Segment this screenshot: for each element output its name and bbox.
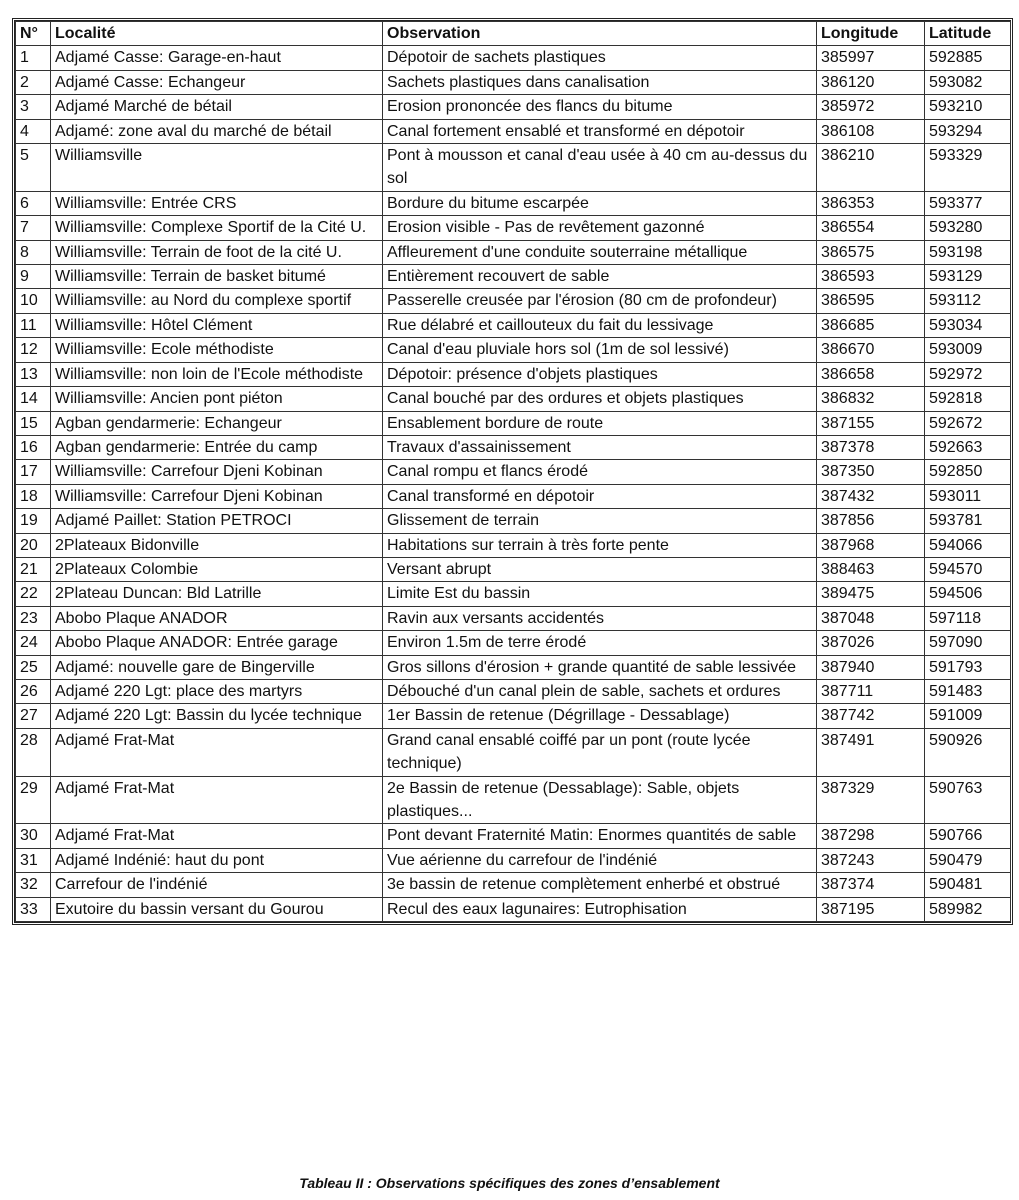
table-row (16, 411, 1011, 435)
cell-number: 31 (16, 848, 51, 872)
cell-latitude: 591483 (925, 679, 1011, 703)
cell-number: 8 (16, 240, 51, 264)
cell-number: 11 (16, 313, 51, 337)
cell-observation: Bordure du bitume escarpée (383, 191, 817, 215)
table-row (16, 728, 1011, 776)
cell-observation: Dépotoir: présence d'objets plastiques (383, 362, 817, 386)
cell-number: 1 (16, 46, 51, 70)
table-row (16, 46, 1011, 70)
cell-observation: Canal d'eau pluviale hors sol (1m de sol lessivé) (383, 338, 817, 362)
cell-localite: Abobo Plaque ANADOR: Entrée garage (51, 631, 383, 655)
cell-number: 16 (16, 435, 51, 459)
cell-observation: Ravin aux versants accidentés (383, 606, 817, 630)
cell-number: 21 (16, 557, 51, 581)
cell-latitude: 593377 (925, 191, 1011, 215)
cell-latitude: 593781 (925, 509, 1011, 533)
cell-longitude: 387350 (817, 460, 925, 484)
cell-observation: Gros sillons d'érosion + grande quantité de sable lessivée (383, 655, 817, 679)
table-row (16, 655, 1011, 679)
cell-localite: Williamsville: Carrefour Djeni Kobinan (51, 484, 383, 508)
table-row (16, 95, 1011, 119)
cell-observation: Limite Est du bassin (383, 582, 817, 606)
cell-localite: Williamsville: Complexe Sportif de la Cité U. (51, 216, 383, 240)
cell-longitude: 389475 (817, 582, 925, 606)
table-row (16, 289, 1011, 313)
cell-latitude: 591009 (925, 704, 1011, 728)
table-row (16, 435, 1011, 459)
cell-localite: Williamsville: Entrée CRS (51, 191, 383, 215)
cell-longitude: 387711 (817, 679, 925, 703)
cell-observation: Débouché d'un canal plein de sable, sachets et ordures (383, 679, 817, 703)
cell-observation: Canal fortement ensablé et transformé en dépotoir (383, 119, 817, 143)
cell-longitude: 387378 (817, 435, 925, 459)
table-header-row (16, 22, 1011, 46)
cell-observation: Habitations sur terrain à très forte pente (383, 533, 817, 557)
observations-table (15, 21, 1011, 922)
cell-localite: Abobo Plaque ANADOR (51, 606, 383, 630)
table-row (16, 557, 1011, 581)
cell-longitude: 386595 (817, 289, 925, 313)
cell-longitude: 387742 (817, 704, 925, 728)
cell-longitude: 386353 (817, 191, 925, 215)
cell-observation: Canal transformé en dépotoir (383, 484, 817, 508)
cell-number: 14 (16, 387, 51, 411)
cell-observation: Affleurement d'une conduite souterraine métallique (383, 240, 817, 264)
cell-number: 7 (16, 216, 51, 240)
cell-latitude: 593210 (925, 95, 1011, 119)
cell-localite: 2Plateau Duncan: Bld Latrille (51, 582, 383, 606)
table-row (16, 70, 1011, 94)
table-row (16, 873, 1011, 897)
cell-localite: Williamsville: Terrain de foot de la cité U. (51, 240, 383, 264)
cell-localite: Williamsville: Hôtel Clément (51, 313, 383, 337)
cell-observation: Pont devant Fraternité Matin: Enormes quantités de sable (383, 824, 817, 848)
cell-localite: Adjamé Casse: Garage-en-haut (51, 46, 383, 70)
cell-observation: Dépotoir de sachets plastiques (383, 46, 817, 70)
cell-localite: Exutoire du bassin versant du Gourou (51, 897, 383, 921)
table-row (16, 824, 1011, 848)
cell-number: 23 (16, 606, 51, 630)
cell-longitude: 387329 (817, 776, 925, 824)
cell-longitude: 387243 (817, 848, 925, 872)
cell-longitude: 386554 (817, 216, 925, 240)
cell-number: 2 (16, 70, 51, 94)
table-row (16, 897, 1011, 921)
table-row (16, 631, 1011, 655)
cell-observation: Environ 1.5m de terre érodé (383, 631, 817, 655)
cell-latitude: 592672 (925, 411, 1011, 435)
cell-number: 29 (16, 776, 51, 824)
header-latitude: Latitude (925, 22, 1011, 46)
cell-localite: Williamsville: Ancien pont piéton (51, 387, 383, 411)
cell-localite: Adjamé Frat-Mat (51, 728, 383, 776)
cell-latitude: 597090 (925, 631, 1011, 655)
table-body (16, 46, 1011, 922)
header-localite: Localité (51, 22, 383, 46)
cell-number: 9 (16, 265, 51, 289)
cell-number: 12 (16, 338, 51, 362)
cell-observation: Recul des eaux lagunaires: Eutrophisation (383, 897, 817, 921)
cell-number: 6 (16, 191, 51, 215)
cell-localite: Adjamé Casse: Echangeur (51, 70, 383, 94)
cell-latitude: 594506 (925, 582, 1011, 606)
cell-observation: Ensablement bordure de route (383, 411, 817, 435)
cell-longitude: 387195 (817, 897, 925, 921)
table-row (16, 509, 1011, 533)
table-row (16, 265, 1011, 289)
table-row (16, 679, 1011, 703)
cell-longitude: 387491 (817, 728, 925, 776)
cell-observation: Vue aérienne du carrefour de l'indénié (383, 848, 817, 872)
cell-latitude: 593112 (925, 289, 1011, 313)
cell-latitude: 592663 (925, 435, 1011, 459)
cell-latitude: 594570 (925, 557, 1011, 581)
table-row (16, 533, 1011, 557)
cell-number: 32 (16, 873, 51, 897)
cell-observation: Glissement de terrain (383, 509, 817, 533)
cell-localite: Adjamé Frat-Mat (51, 824, 383, 848)
cell-latitude: 597118 (925, 606, 1011, 630)
table-row (16, 387, 1011, 411)
cell-localite: Adjamé Indénié: haut du pont (51, 848, 383, 872)
cell-localite: Williamsville: Ecole méthodiste (51, 338, 383, 362)
table-row (16, 119, 1011, 143)
cell-longitude: 387968 (817, 533, 925, 557)
table-row (16, 484, 1011, 508)
cell-number: 19 (16, 509, 51, 533)
table-row (16, 313, 1011, 337)
cell-number: 18 (16, 484, 51, 508)
cell-latitude: 592818 (925, 387, 1011, 411)
cell-longitude: 387856 (817, 509, 925, 533)
cell-longitude: 386685 (817, 313, 925, 337)
cell-latitude: 594066 (925, 533, 1011, 557)
header-observation: Observation (383, 22, 817, 46)
cell-number: 5 (16, 144, 51, 192)
table-row (16, 240, 1011, 264)
cell-longitude: 387155 (817, 411, 925, 435)
cell-localite: Adjamé Frat-Mat (51, 776, 383, 824)
cell-latitude: 593034 (925, 313, 1011, 337)
cell-number: 13 (16, 362, 51, 386)
cell-number: 4 (16, 119, 51, 143)
cell-number: 10 (16, 289, 51, 313)
cell-observation: 2e Bassin de retenue (Dessablage): Sable, objets plastiques... (383, 776, 817, 824)
cell-longitude: 387048 (817, 606, 925, 630)
cell-number: 25 (16, 655, 51, 679)
cell-latitude: 593011 (925, 484, 1011, 508)
cell-number: 17 (16, 460, 51, 484)
cell-localite: Adjamé Paillet: Station PETROCI (51, 509, 383, 533)
cell-observation: Pont à mousson et canal d'eau usée à 40 cm au-dessus du sol (383, 144, 817, 192)
cell-localite: Williamsville (51, 144, 383, 192)
cell-localite: Adjamé Marché de bétail (51, 95, 383, 119)
cell-latitude: 590766 (925, 824, 1011, 848)
cell-latitude: 592972 (925, 362, 1011, 386)
table-row (16, 704, 1011, 728)
table-row (16, 582, 1011, 606)
cell-number: 27 (16, 704, 51, 728)
cell-number: 33 (16, 897, 51, 921)
cell-latitude: 590926 (925, 728, 1011, 776)
cell-longitude: 387432 (817, 484, 925, 508)
table-row (16, 606, 1011, 630)
table-row (16, 362, 1011, 386)
cell-number: 22 (16, 582, 51, 606)
cell-observation: Canal rompu et flancs érodé (383, 460, 817, 484)
cell-longitude: 386120 (817, 70, 925, 94)
table-row (16, 848, 1011, 872)
cell-observation: Entièrement recouvert de sable (383, 265, 817, 289)
cell-localite: Adjamé 220 Lgt: place des martyrs (51, 679, 383, 703)
header-number: N° (16, 22, 51, 46)
cell-localite: Williamsville: non loin de l'Ecole méthodiste (51, 362, 383, 386)
cell-localite: Agban gendarmerie: Entrée du camp (51, 435, 383, 459)
observations-table-frame (12, 18, 1013, 925)
cell-observation: Passerelle creusée par l'érosion (80 cm de profondeur) (383, 289, 817, 313)
cell-observation: Erosion prononcée des flancs du bitume (383, 95, 817, 119)
cell-longitude: 386670 (817, 338, 925, 362)
cell-latitude: 591793 (925, 655, 1011, 679)
cell-latitude: 593082 (925, 70, 1011, 94)
cell-localite: Adjamé: nouvelle gare de Bingerville (51, 655, 383, 679)
cell-number: 28 (16, 728, 51, 776)
table-row (16, 191, 1011, 215)
cell-longitude: 386575 (817, 240, 925, 264)
cell-number: 26 (16, 679, 51, 703)
cell-localite: 2Plateaux Bidonville (51, 533, 383, 557)
cell-observation: Rue délabré et caillouteux du fait du lessivage (383, 313, 817, 337)
cell-number: 3 (16, 95, 51, 119)
cell-localite: Williamsville: Carrefour Djeni Kobinan (51, 460, 383, 484)
table-row (16, 144, 1011, 192)
cell-latitude: 593129 (925, 265, 1011, 289)
cell-number: 15 (16, 411, 51, 435)
cell-longitude: 387940 (817, 655, 925, 679)
cell-latitude: 593294 (925, 119, 1011, 143)
cell-longitude: 387298 (817, 824, 925, 848)
cell-localite: Adjamé 220 Lgt: Bassin du lycée technique (51, 704, 383, 728)
cell-latitude: 590481 (925, 873, 1011, 897)
cell-latitude: 592885 (925, 46, 1011, 70)
table-row (16, 216, 1011, 240)
cell-observation: Grand canal ensablé coiffé par un pont (route lycée technique) (383, 728, 817, 776)
cell-longitude: 386108 (817, 119, 925, 143)
cell-observation: 1er Bassin de retenue (Dégrillage - Dessablage) (383, 704, 817, 728)
table-row (16, 338, 1011, 362)
cell-longitude: 386832 (817, 387, 925, 411)
cell-observation: Versant abrupt (383, 557, 817, 581)
header-longitude: Longitude (817, 22, 925, 46)
cell-longitude: 387026 (817, 631, 925, 655)
cell-localite: 2Plateaux Colombie (51, 557, 383, 581)
cell-latitude: 592850 (925, 460, 1011, 484)
cell-localite: Williamsville: Terrain de basket bitumé (51, 265, 383, 289)
cell-localite: Carrefour de l'indénié (51, 873, 383, 897)
cell-observation: Erosion visible - Pas de revêtement gazonné (383, 216, 817, 240)
cell-localite: Williamsville: au Nord du complexe sportif (51, 289, 383, 313)
cell-observation: Sachets plastiques dans canalisation (383, 70, 817, 94)
cell-observation: 3e bassin de retenue complètement enherbé et obstrué (383, 873, 817, 897)
cell-number: 20 (16, 533, 51, 557)
cell-longitude: 386658 (817, 362, 925, 386)
cell-longitude: 386210 (817, 144, 925, 192)
cell-longitude: 387374 (817, 873, 925, 897)
cell-latitude: 593009 (925, 338, 1011, 362)
table-row (16, 460, 1011, 484)
cell-latitude: 589982 (925, 897, 1011, 921)
cell-localite: Agban gendarmerie: Echangeur (51, 411, 383, 435)
cell-longitude: 388463 (817, 557, 925, 581)
cell-latitude: 593198 (925, 240, 1011, 264)
cell-latitude: 593329 (925, 144, 1011, 192)
cell-number: 24 (16, 631, 51, 655)
cell-observation: Canal bouché par des ordures et objets plastiques (383, 387, 817, 411)
cell-longitude: 386593 (817, 265, 925, 289)
cell-observation: Travaux d'assainissement (383, 435, 817, 459)
cell-localite: Adjamé: zone aval du marché de bétail (51, 119, 383, 143)
cell-latitude: 590479 (925, 848, 1011, 872)
cell-latitude: 590763 (925, 776, 1011, 824)
cell-latitude: 593280 (925, 216, 1011, 240)
table-caption: Tableau II : Observations spécifiques des zones d’ensablement (299, 1175, 720, 1191)
cell-longitude: 385997 (817, 46, 925, 70)
cell-longitude: 385972 (817, 95, 925, 119)
cell-number: 30 (16, 824, 51, 848)
table-row (16, 776, 1011, 824)
